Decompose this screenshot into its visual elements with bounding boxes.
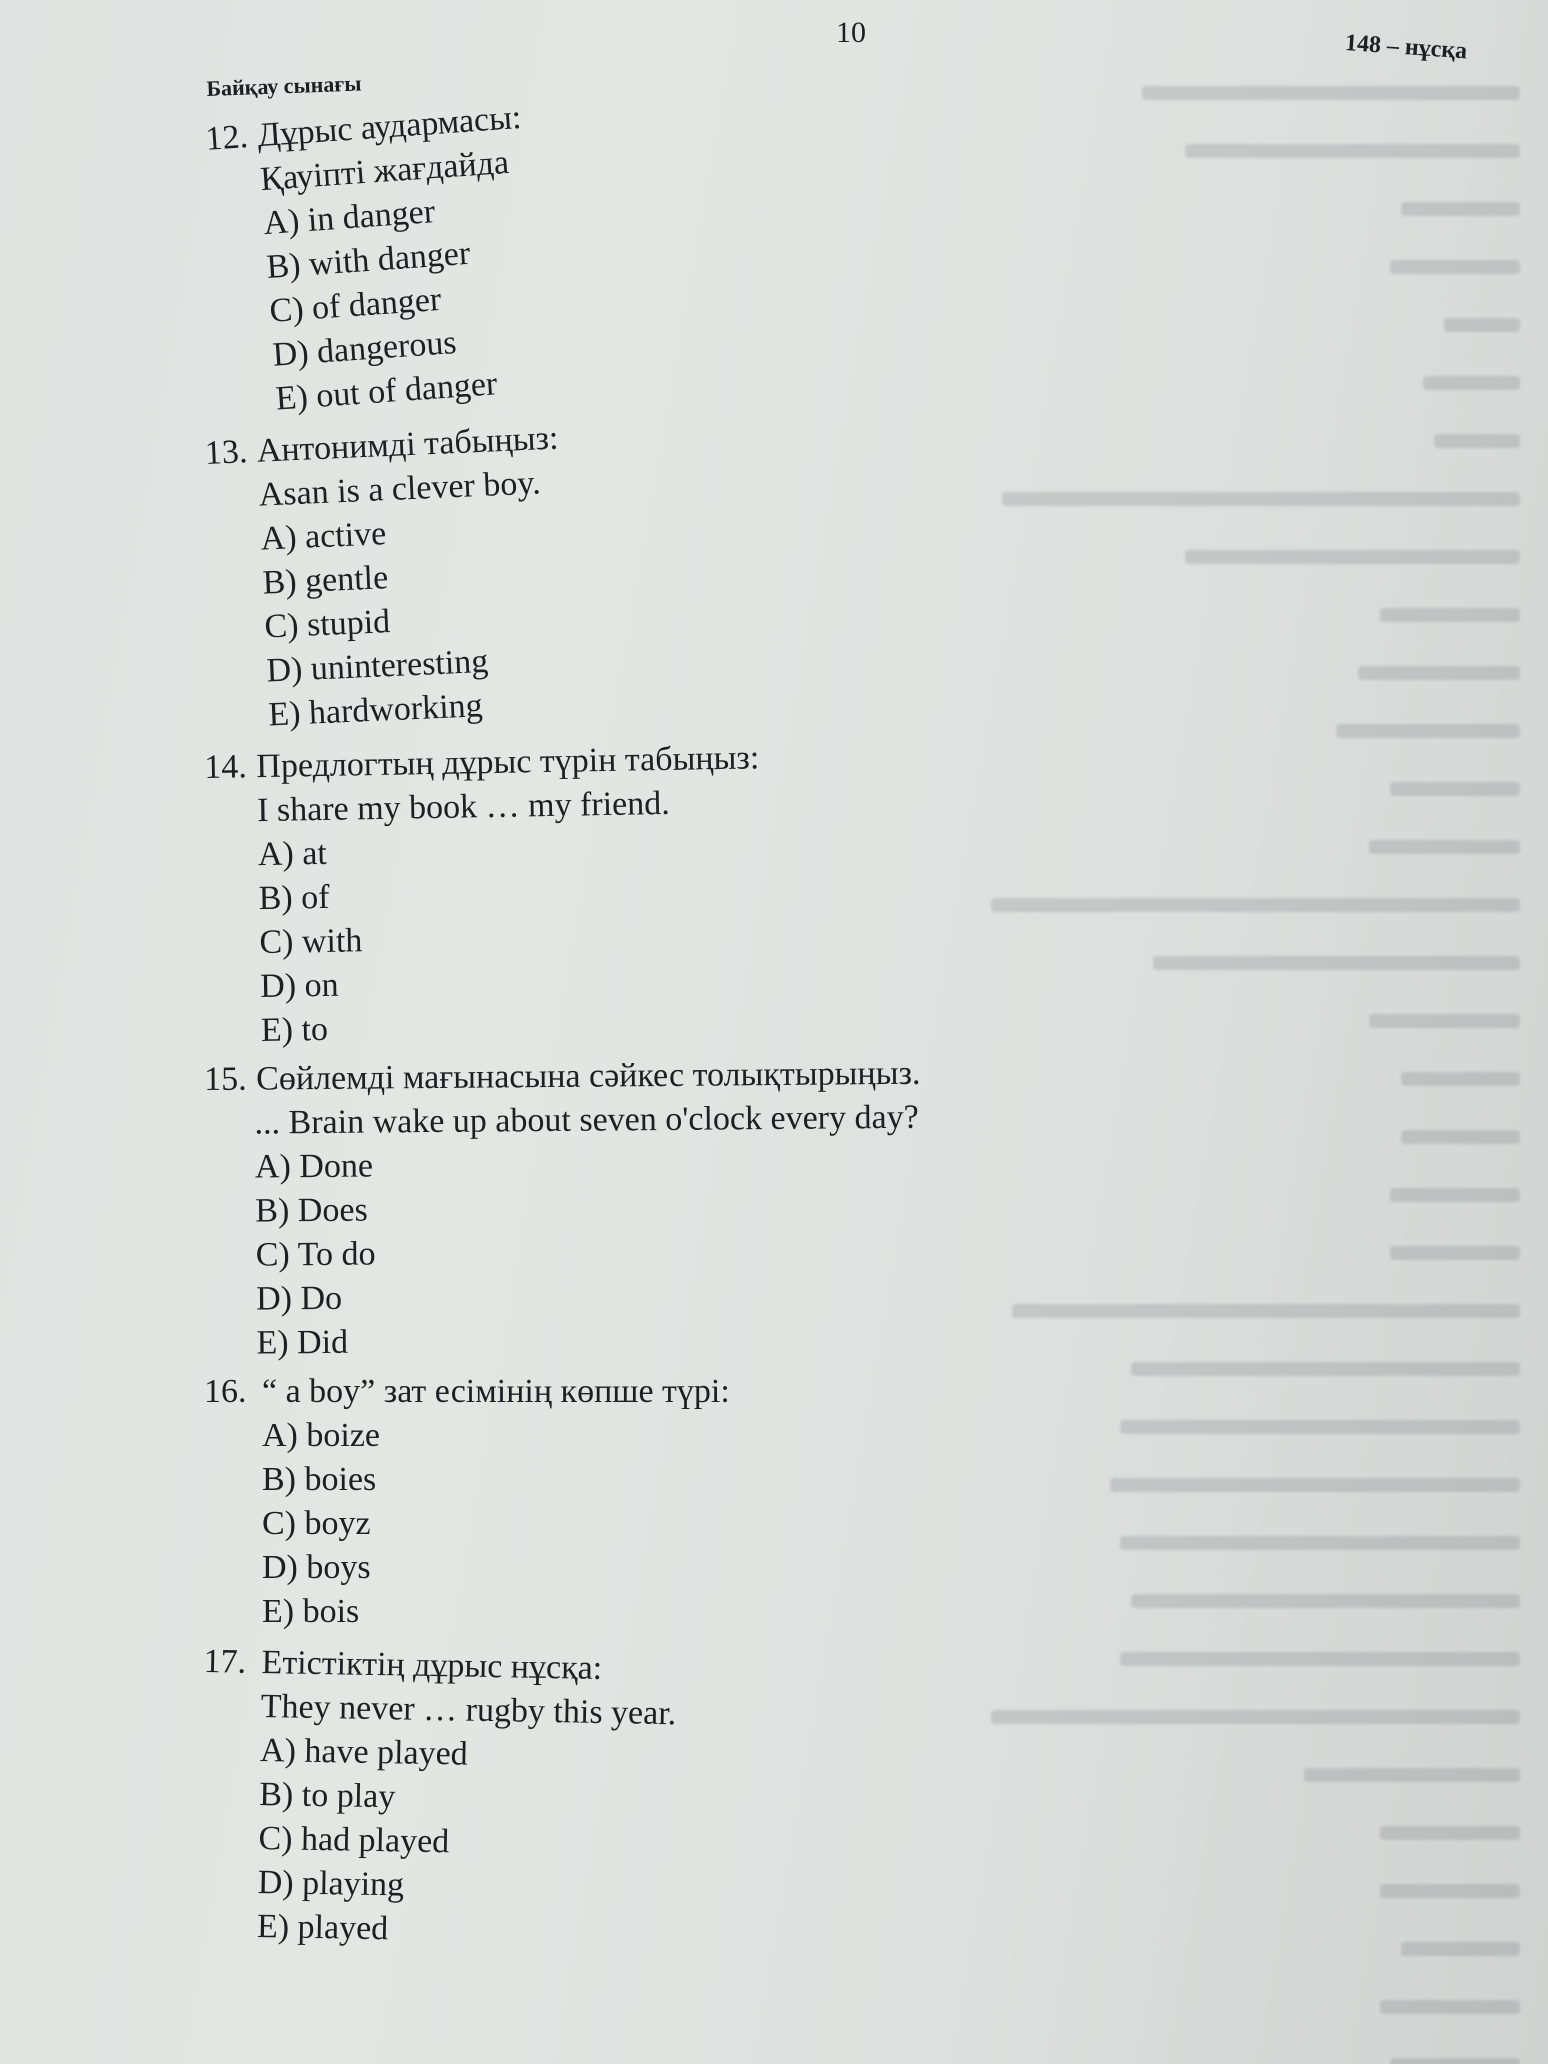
answer-option: B) with danger bbox=[265, 234, 472, 286]
page-header-title: Байқау сынағы bbox=[206, 70, 362, 101]
answer-option: A) Done bbox=[254, 1147, 374, 1186]
answer-option: A) at bbox=[257, 834, 328, 874]
answer-option: A) have played bbox=[259, 1731, 469, 1773]
answer-option: D) on bbox=[259, 966, 339, 1006]
question-13 bbox=[204, 393, 1117, 740]
question-list bbox=[203, 98, 1104, 1948]
answer-option: B) of bbox=[258, 878, 330, 918]
question-prompt: Asan is a clever boy. bbox=[258, 464, 542, 514]
question-number: 12. bbox=[204, 118, 250, 158]
question-16 bbox=[204, 1370, 1104, 1634]
answer-option: C) boyz bbox=[262, 1505, 371, 1542]
answer-option: D) boys bbox=[262, 1549, 371, 1586]
answer-option: B) Does bbox=[255, 1191, 368, 1230]
question-instruction: Сөйлемді мағынасына сәйкес толықтырыңыз. bbox=[256, 1054, 921, 1098]
answer-option: C) with bbox=[259, 922, 363, 962]
answer-option: C) stupid bbox=[263, 603, 391, 646]
answer-option: A) boize bbox=[262, 1417, 381, 1454]
answer-option: E) Did bbox=[256, 1323, 349, 1362]
answer-option: B) to play bbox=[258, 1775, 396, 1816]
variant-label: 148 – нұсқа bbox=[1344, 30, 1469, 65]
question-instruction: “ a boy” зат есімінің көпше түрі: bbox=[262, 1373, 730, 1410]
answer-option: C) To do bbox=[255, 1235, 376, 1274]
answer-option: C) had played bbox=[258, 1819, 450, 1861]
answer-option: E) bois bbox=[262, 1593, 360, 1630]
answer-option: B) gentle bbox=[261, 559, 389, 602]
question-17 bbox=[199, 1640, 1104, 1964]
question-heading bbox=[204, 1370, 1104, 1414]
answer-option: B) boies bbox=[262, 1461, 377, 1498]
answer-option: E) to bbox=[260, 1010, 329, 1050]
question-heading bbox=[204, 1050, 1104, 1102]
question-instruction: Етістіктің дұрыс нұсқа: bbox=[261, 1644, 603, 1687]
answer-option: A) active bbox=[259, 515, 387, 558]
answer-option: D) Do bbox=[255, 1279, 343, 1318]
question-instruction: Дұрыс аудармасы: bbox=[256, 98, 523, 155]
question-14 bbox=[204, 730, 1109, 1054]
question-prompt: They never … rugby this year. bbox=[260, 1688, 677, 1733]
answer-option: A) in danger bbox=[262, 193, 437, 243]
question-12 bbox=[204, 55, 1123, 425]
question-prompt: ... Brain wake up about seven o'clock every day? bbox=[254, 1098, 919, 1142]
answer-option: E) played bbox=[256, 1907, 389, 1948]
question-number: 15. bbox=[204, 1060, 247, 1098]
question-instruction: Антонимді табыңыз: bbox=[256, 419, 560, 470]
question-number: 13. bbox=[204, 433, 249, 472]
answer-option: D) dangerous bbox=[271, 323, 458, 374]
question-number: 16. bbox=[204, 1373, 247, 1410]
answer-option: D) uninteresting bbox=[265, 642, 489, 690]
question-prompt: I share my book … my friend. bbox=[256, 784, 671, 830]
question-instruction: Предлогтың дұрыс түрін табыңыз: bbox=[256, 739, 760, 786]
question-number: 14. bbox=[204, 748, 248, 786]
page-number: 10 bbox=[836, 16, 866, 49]
question-number: 17. bbox=[203, 1642, 247, 1681]
answer-option: E) out of danger bbox=[274, 365, 499, 418]
answer-option: E) hardworking bbox=[267, 687, 484, 734]
question-prompt: Қауіпті жағдайда bbox=[259, 143, 511, 199]
answer-option: C) of danger bbox=[268, 280, 443, 330]
answer-option: D) playing bbox=[257, 1863, 405, 1904]
question-15 bbox=[204, 1050, 1107, 1366]
